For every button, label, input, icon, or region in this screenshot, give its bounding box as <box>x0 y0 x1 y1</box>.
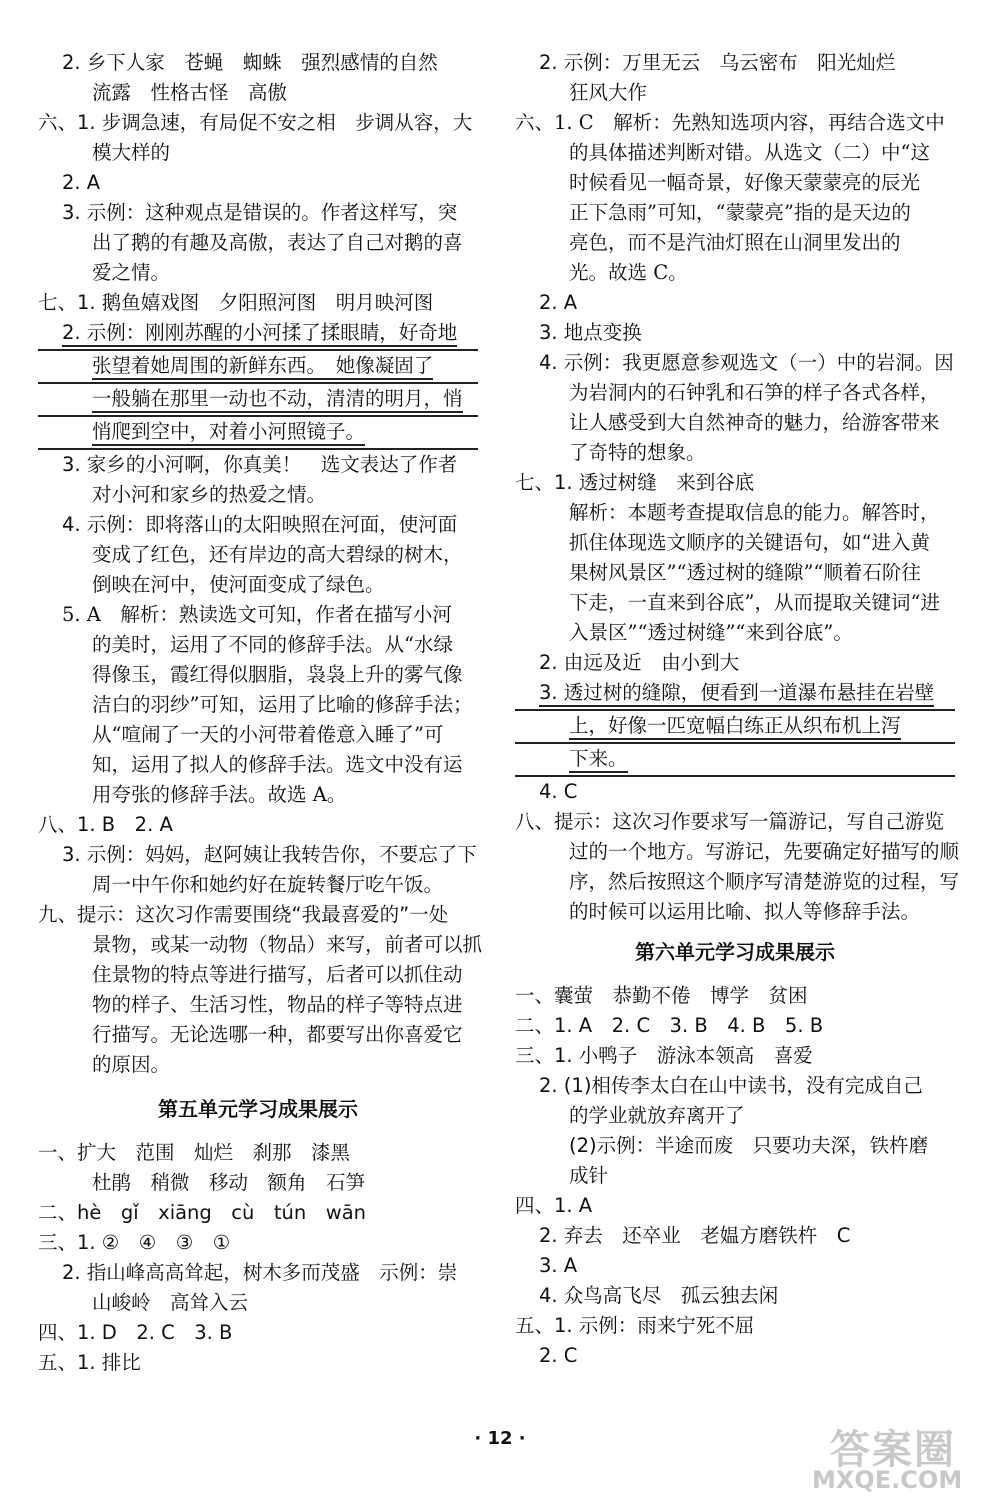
answer-line <box>515 528 955 558</box>
answer-text: 四、1. D 2. C 3. B <box>38 1321 233 1344</box>
answer-line <box>515 1161 955 1191</box>
answer-line <box>38 108 478 138</box>
answer-line <box>515 1041 955 1071</box>
answer-text: (2)示例：半途而废 只要功夫深，铁杵磨 <box>569 1134 929 1157</box>
answer-line <box>38 1228 478 1258</box>
answer-line <box>38 480 478 510</box>
answer-text: 杜鹃 稍微 移动 额角 石笋 <box>92 1171 366 1194</box>
answer-line <box>38 1050 478 1080</box>
answer-line <box>38 78 478 108</box>
answer-line <box>515 897 955 927</box>
answer-line <box>38 1318 478 1348</box>
answer-line <box>38 138 478 168</box>
answer-line <box>515 777 955 807</box>
answer-text: 4. 示例：即将落山的太阳映照在河面，使河面 <box>62 513 458 536</box>
answer-text: 下走，一直来到谷底”，从而提取关键词“进 <box>569 591 940 614</box>
answer-line <box>515 1131 955 1161</box>
answer-line <box>38 900 478 930</box>
answer-text: 光。故选 C。 <box>569 261 688 284</box>
answer-text: 一、扩大 范围 灿烂 刹那 漆黑 <box>38 1141 351 1164</box>
answer-text: 七、1. 鹅鱼嬉戏图 夕阳照河图 明月映河图 <box>38 291 434 314</box>
answer-line <box>515 1221 955 1251</box>
answer-line <box>38 1258 478 1288</box>
answer-text: 八、1. B 2. A <box>38 813 173 836</box>
answer-line <box>515 558 955 588</box>
answer-line <box>515 1191 955 1221</box>
answer-line <box>515 981 955 1011</box>
answer-text: 洁白的羽纱”可知，运用了比喻的修辞手法； <box>92 693 473 716</box>
answer-text: 果树风景区”“透过树的缝隙”“顺着石阶往 <box>569 561 921 584</box>
answer-text: 狂风大作 <box>569 81 648 104</box>
answer-line <box>38 417 478 450</box>
answer-text: 三、1. 小鸭子 游泳本领高 喜爱 <box>515 1044 813 1067</box>
answer-line <box>515 807 955 837</box>
answer-text: 住景物的特点等进行描写，后者可以抓住动 <box>92 963 463 986</box>
answer-text: 4. C <box>539 780 578 803</box>
answer-text: 对小河和家乡的热爱之情。 <box>92 483 327 506</box>
answer-line <box>38 570 478 600</box>
answer-text: 2. 示例：刚刚苏醒的小河揉了揉眼睛，好奇地 <box>62 321 457 347</box>
answer-line <box>515 618 955 648</box>
answer-text: 4. 众鸟高飞尽 孤云独去闲 <box>539 1284 779 1307</box>
answer-text: 流露 性格古怪 高傲 <box>92 81 288 104</box>
answer-text: 3. 地点变换 <box>539 321 642 344</box>
answer-line <box>515 258 955 288</box>
answer-text: 周一中午你和她约好在旋转餐厅吃午饭。 <box>92 873 444 896</box>
answer-text: 爱之情。 <box>92 261 171 284</box>
answer-line <box>515 744 955 777</box>
answer-text: 抓住体现选文顺序的关键语句，如“进入黄 <box>569 531 930 554</box>
answer-text: 模大样的 <box>92 141 171 164</box>
answer-line <box>38 1138 478 1168</box>
answer-line <box>38 1198 478 1228</box>
answer-line <box>515 498 955 528</box>
answer-text: 四、1. A <box>515 1194 593 1217</box>
answer-line <box>38 630 478 660</box>
answer-line <box>38 1020 478 1050</box>
answer-text: 张望着她周围的新鲜东西。 她像凝固了 <box>92 354 433 380</box>
answer-line <box>38 198 478 228</box>
answer-text: 一、囊萤 恭勤不倦 博学 贫困 <box>515 984 808 1007</box>
answer-text: 3. 家乡的小河啊，你真美！ 选文表达了作者 <box>62 453 458 476</box>
answer-text: 3. 透过树的缝隙，便看到一道瀑布悬挂在岩壁 <box>539 681 934 707</box>
answer-line <box>515 1071 955 1101</box>
answer-text: 解析：本题考查提取信息的能力。解答时， <box>569 501 940 524</box>
answer-line <box>515 138 955 168</box>
answer-line <box>38 450 478 480</box>
answer-line <box>38 750 478 780</box>
answer-line <box>38 720 478 750</box>
answer-line <box>515 348 955 378</box>
answer-line <box>515 408 955 438</box>
answer-line <box>515 1311 955 1341</box>
answer-line <box>38 660 478 690</box>
answer-text: 2. 示例：万里无云 乌云密布 阳光灿烂 <box>539 51 896 74</box>
answer-text: 六、1. 步调急速，有局促不安之相 步调从容，大 <box>38 111 473 134</box>
answer-line <box>38 384 478 417</box>
answer-text: 一般躺在那里一动也不动，清清的明月，悄 <box>92 387 463 413</box>
answer-text: 入景区”“透过树缝”“来到谷底”。 <box>569 621 853 644</box>
watermark-site: MXQE.COM <box>812 1466 963 1494</box>
answer-line <box>515 588 955 618</box>
answer-line <box>38 351 478 384</box>
answer-line <box>515 108 955 138</box>
answer-line <box>515 48 955 78</box>
answer-text: 八、提示：这次习作要求写一篇游记，写自己游览 <box>515 810 945 833</box>
right-column <box>515 48 960 1371</box>
answer-text: 上，好像一匹宽幅白练正从织布机上泻 <box>569 714 901 740</box>
answer-text: 五、1. 排比 <box>38 1351 141 1374</box>
answer-text: 用夸张的修辞手法。故选 A。 <box>92 783 347 806</box>
answer-line <box>38 510 478 540</box>
answer-line <box>515 837 960 867</box>
answer-text: 2. 弃去 还卒业 老媪方磨铁杵 C <box>539 1224 851 1247</box>
answer-line <box>38 1348 478 1378</box>
answer-line <box>515 288 955 318</box>
answer-text: 变成了红色，还有岸边的高大碧绿的树木， <box>92 543 463 566</box>
unit6-heading: 第六单元学习成果展示 <box>635 940 835 964</box>
answer-text: 4. 示例：我更愿意参观选文（一）中的岩洞。因 <box>539 351 954 374</box>
answer-text: 3. A <box>539 1254 578 1277</box>
answer-text: 的时候可以运用比喻、拟人等修辞手法。 <box>569 900 921 923</box>
answer-line <box>515 711 955 744</box>
answer-text: 行描写。无论选哪一种，都要写出你喜爱它 <box>92 1023 463 1046</box>
answer-text: 了奇特的想象。 <box>569 441 706 464</box>
answer-line <box>515 648 955 678</box>
answer-text: 七、1. 透过树缝 来到谷底 <box>515 471 755 494</box>
answer-line <box>515 78 955 108</box>
answer-text: 5. A 解析：熟读选文可知，作者在描写小河 <box>62 603 452 626</box>
answer-text: 悄爬到空中，对着小河照镜子。 <box>92 420 365 446</box>
answer-line <box>515 1251 955 1281</box>
answer-line <box>515 438 955 468</box>
answer-line <box>515 1011 955 1041</box>
answer-line <box>515 318 955 348</box>
answer-text: 亮色，而不是汽油灯照在山洞里发出的 <box>569 231 901 254</box>
unit5-heading: 第五单元学习成果展示 <box>158 1097 358 1121</box>
answer-text: 的具体描述判断对错。从选文（二）中“这 <box>569 141 930 164</box>
answer-line <box>515 1341 955 1371</box>
answer-text: 让人感受到大自然神奇的魅力，给游客带来 <box>569 411 940 434</box>
answer-line <box>515 198 955 228</box>
answer-line <box>38 870 478 900</box>
answer-text: 下来。 <box>569 747 628 773</box>
left-column <box>38 48 483 1378</box>
answer-line <box>515 378 955 408</box>
answer-text: 为岩洞内的石钟乳和石笋的样子各式各样， <box>569 381 940 404</box>
answer-text: 正下急雨”可知，“蒙蒙亮”指的是天边的 <box>569 201 911 224</box>
answer-text: 的原因。 <box>92 1053 171 1076</box>
answer-line <box>38 228 478 258</box>
answer-text: 过的一个地方。写游记，先要确定好描写的顺 <box>569 840 960 863</box>
answer-text: 2. 乡下人家 苍蝇 蜘蛛 强烈感情的自然 <box>62 51 438 74</box>
answer-text: 倒映在河中，使河面变成了绿色。 <box>92 573 385 596</box>
answer-line <box>38 840 478 870</box>
answer-text: 成针 <box>569 1164 609 1187</box>
answer-text: 时候看见一幅奇景，好像天蒙蒙亮的辰光 <box>569 171 921 194</box>
answer-line <box>38 540 478 570</box>
answer-text: 景物，或某一动物（物品）来写，前者可以抓 <box>92 933 483 956</box>
answer-text: 三、1. ② ④ ③ ① <box>38 1231 231 1254</box>
answer-line <box>38 1168 478 1198</box>
page-number-value: 12 <box>487 1428 513 1449</box>
answer-line <box>38 1288 478 1318</box>
answer-line <box>515 867 960 897</box>
answer-text: 六、1. C 解析：先熟知选项内容，再结合选文中 <box>515 111 945 134</box>
answer-line <box>38 318 478 351</box>
answer-line <box>38 930 483 960</box>
answer-text: 2. A <box>62 171 101 194</box>
answer-text: 的美时，运用了不同的修辞手法。从“水绿 <box>92 633 453 656</box>
answer-line <box>515 168 955 198</box>
answer-line <box>515 1101 955 1131</box>
answer-text: 从“喧闹了一天的小河带着倦意入睡了”可 <box>92 723 444 746</box>
answer-line <box>515 678 955 711</box>
answer-text: 2. 由远及近 由小到大 <box>539 651 740 674</box>
answer-text: 的学业就放弃离开了 <box>569 1104 745 1127</box>
answer-text: 山峻岭 高耸入云 <box>92 1291 249 1314</box>
answer-text: 出了鹅的有趣及高傲，表达了自己对鹅的喜 <box>92 231 463 254</box>
answer-text: 2. C <box>539 1344 578 1367</box>
answer-line <box>515 228 955 258</box>
answer-line <box>38 168 478 198</box>
answer-line <box>38 960 478 990</box>
answer-line <box>515 468 955 498</box>
answer-text: 2. A <box>539 291 578 314</box>
answer-line <box>38 810 478 840</box>
page-number: · 12 · <box>474 1428 526 1449</box>
answer-line <box>38 600 478 630</box>
answer-text: 得像玉，霞红得似胭脂，袅袅上升的雾气像 <box>92 663 463 686</box>
answer-line <box>38 48 478 78</box>
answer-text: 2. 指山峰高高耸起，树木多而茂盛 示例：崇 <box>62 1261 458 1284</box>
answer-text: 序，然后按照这个顺序写清楚游览的过程，写 <box>569 870 960 893</box>
answer-text: 物的样子、生活习性，物品的样子等特点进 <box>92 993 463 1016</box>
answer-text: 九、提示：这次习作需要围绕“我最喜爱的”一处 <box>38 903 449 926</box>
answer-text: 2. (1)相传李太白在山中读书，没有完成自己 <box>539 1074 923 1097</box>
answer-text: 二、hè gǐ xiāng cù tún wān <box>38 1201 366 1224</box>
answer-text: 知，运用了拟人的修辞手法。选文中没有运 <box>92 753 463 776</box>
answer-text: 五、1. 示例：雨来宁死不屈 <box>515 1314 755 1337</box>
answer-text: 二、1. A 2. C 3. B 4. B 5. B <box>515 1014 824 1037</box>
answer-text: 3. 示例：妈妈，赵阿姨让我转告你，不要忘了下 <box>62 843 477 866</box>
watermark-logo: 答案圈 <box>830 1427 956 1473</box>
answer-text: 3. 示例：这种观点是错误的。作者这样写，突 <box>62 201 458 224</box>
answer-line <box>38 990 478 1020</box>
answer-line <box>38 690 478 720</box>
answer-line <box>38 288 478 318</box>
answer-line <box>38 258 478 288</box>
answer-line <box>515 1281 955 1311</box>
answer-line <box>38 780 478 810</box>
